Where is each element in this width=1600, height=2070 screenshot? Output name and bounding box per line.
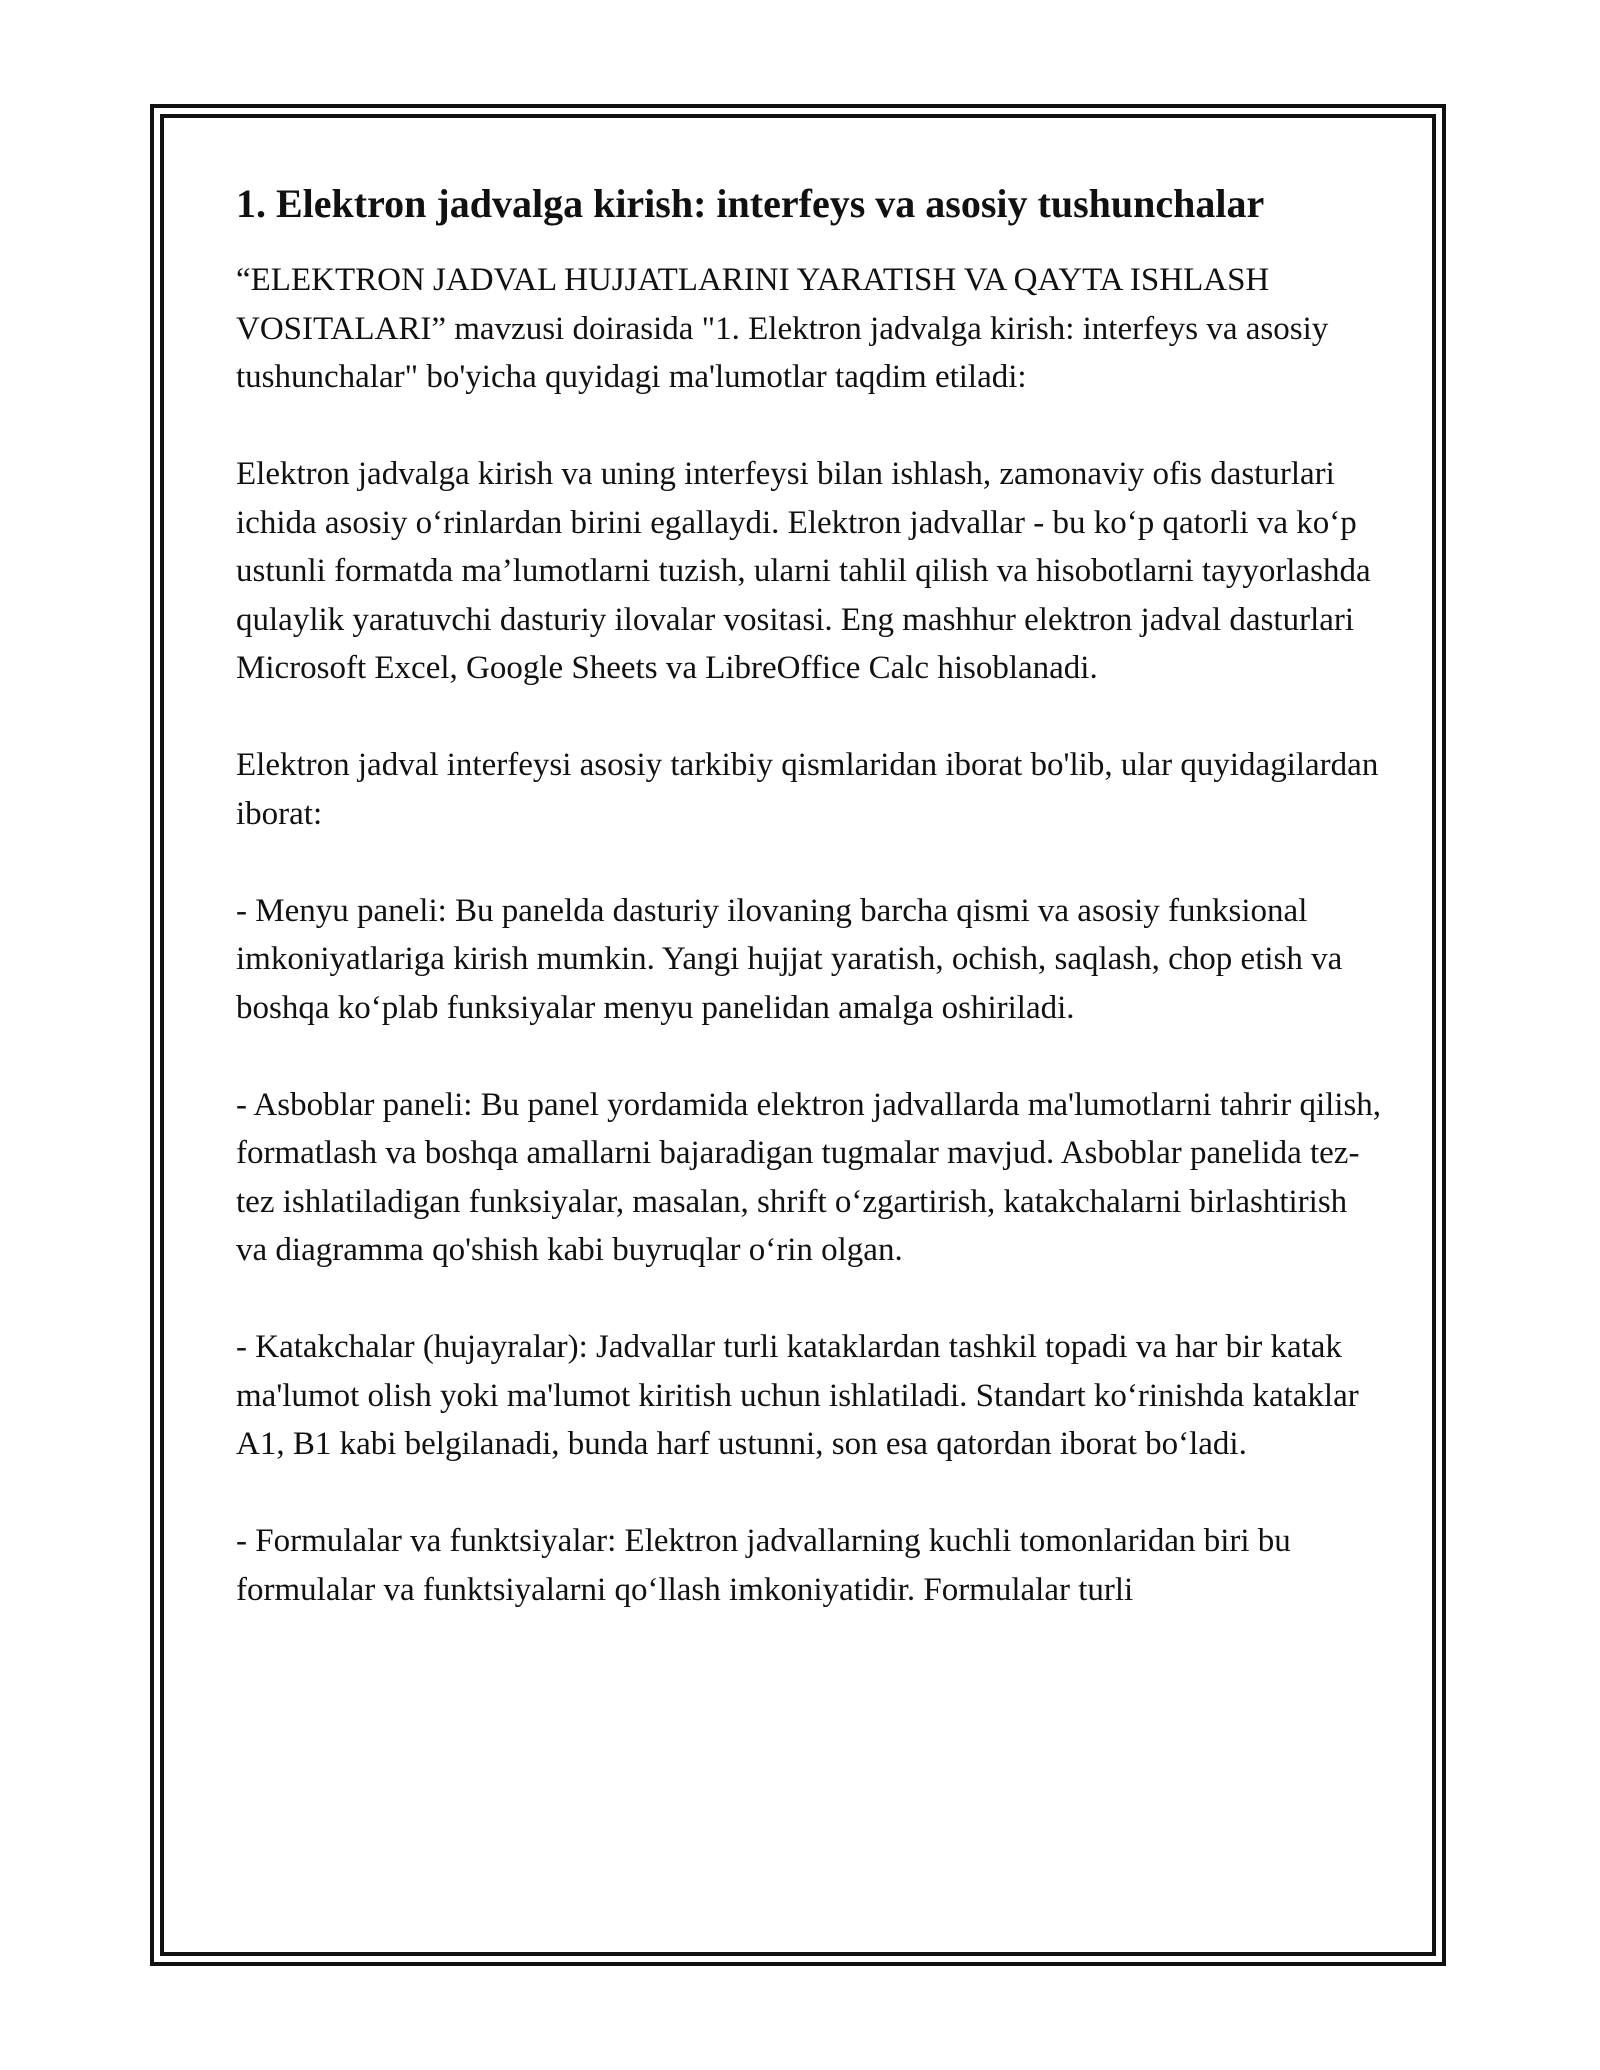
toolbar-paragraph: - Asboblar paneli: Bu panel yordamida elektron jadvallarda ma'lumotlarni tahrir qilish, formatlash va boshqa amallarni bajaradigan tugmalar mavjud. Asboblar panelida tez-tez ishlatiladigan funksiyalar, masalan, shrift o‘zgartirish, katakchalarni birlashtirish va diagramma qo'shish kabi buyruqlar o‘rin olgan. xyxy=(236,1086,1382,1268)
section-title: 1. Elektron jadvalga kirish: interfeys va asosiy tushunchalar xyxy=(236,181,1265,226)
menu-panel-paragraph: - Menyu paneli: Bu panelda dasturiy ilovaning barcha qismi va asosiy funksional imkoniyatlariga kirish mumkin. Yangi hujjat yaratish, ochish, saqlash, chop etish va boshqa ko‘plab funksiyalar menyu panelidan amalga oshiriladi. xyxy=(236,892,1343,1026)
formulas-paragraph: - Formulalar va funktsiyalar: Elektron jadvallarning kuchli tomonlaridan biri bu formulalar va funktsiyalarni qo‘llash imkoniyatidir. Formulalar turli xyxy=(236,1523,1291,1608)
intro-paragraph: “ELEKTRON JADVAL HUJJATLARINI YARATISH VA QAYTA ISHLASH VOSITALARI” mavzusi doirasida "1. Elektron jadvalga kirish: interfeys va asosiy tushunchalar" bo'yicha quyidagi ma'lumotlar taqdim etiladi: xyxy=(236,262,1329,395)
cells-paragraph: - Katakchalar (hujayralar): Jadvallar turli kataklardan tashkil topadi va har bir katak ma'lumot olish yoki ma'lumot kiritish uchun ishlatiladi. Standart ko‘rinishda kataklar A1, B1 kabi belgilanadi, bunda harf ustunni, son esa qatordan iborat bo‘ladi. xyxy=(236,1329,1359,1462)
document-body xyxy=(236,180,1386,1663)
interface-parts-paragraph: Elektron jadval interfeysi asosiy tarkibiy qismlaridan iborat bo'lib, ular quyidagilardan iborat: xyxy=(236,747,1379,832)
overview-paragraph: Elektron jadvalga kirish va uning interfeysi bilan ishlash, zamonaviy ofis dasturlari ichida asosiy o‘rinlardan birini egallaydi. Elektron jadvallar - bu ko‘p qatorli va ko‘p ustunli formatda ma’lumotlarni tuzish, ularni tahlil qilish va hisobotlarni tayyorlashda qulaylik yaratuvchi dasturiy ilovalar vositasi. Eng mashhur elektron jadval dasturlari Microsoft Excel, Google Sheets va LibreOffice Calc hisoblanadi. xyxy=(236,456,1371,686)
